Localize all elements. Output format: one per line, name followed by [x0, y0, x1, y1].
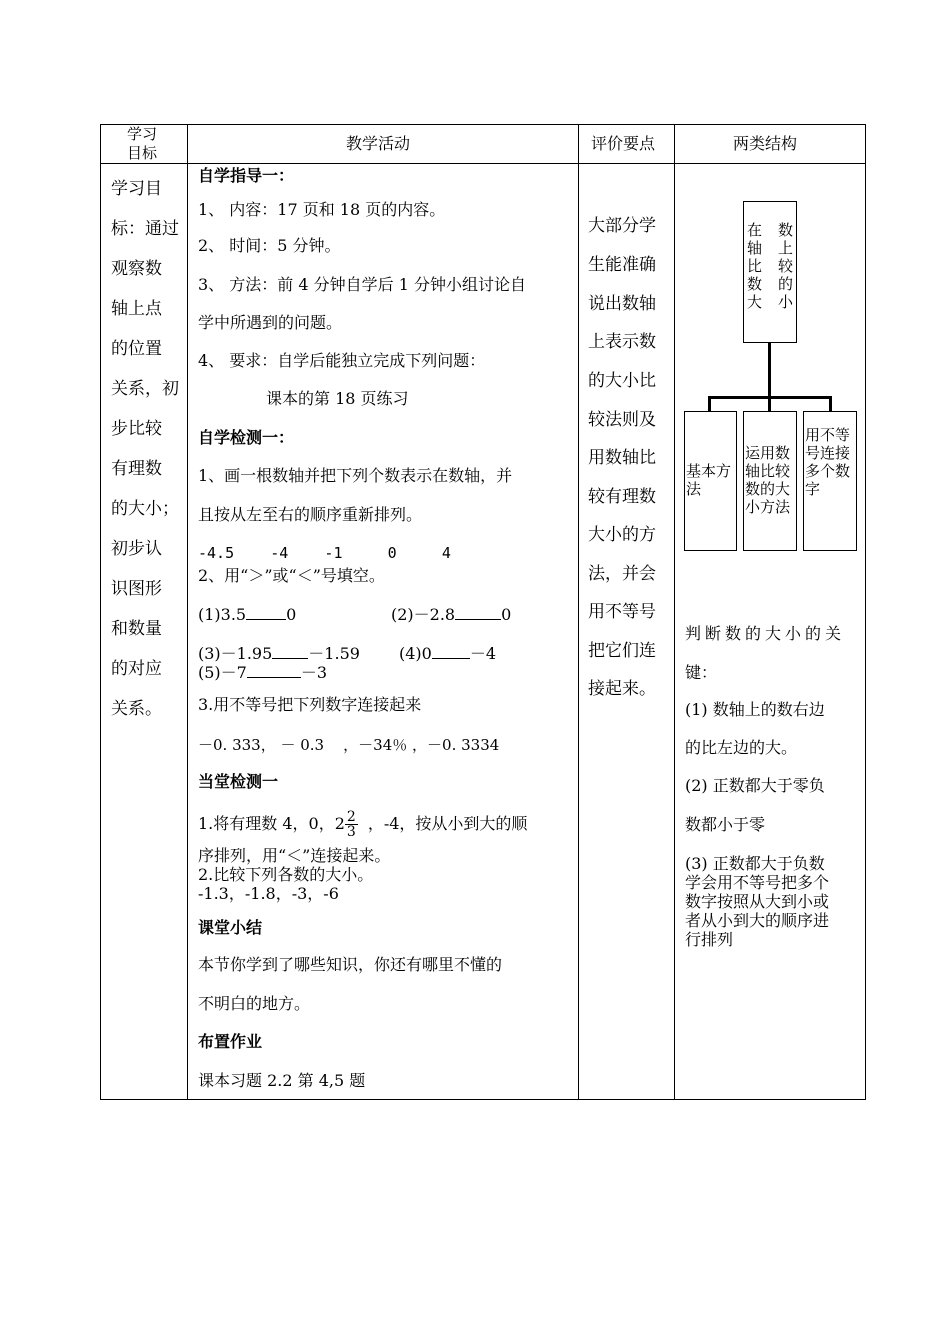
- goal-line: 步比较: [111, 419, 162, 439]
- evaluation-line: 接起来。: [588, 679, 656, 699]
- check-title: 自学检测一：: [198, 428, 295, 447]
- key-line: 数字按照从大到小或: [685, 892, 830, 911]
- method-box-inequality: [803, 411, 857, 551]
- fill-item-3: [198, 644, 360, 664]
- top-box-char: 上: [778, 239, 794, 257]
- table-header-divider: [100, 163, 866, 164]
- connector-drop-mid: [768, 396, 771, 412]
- fraction: [345, 810, 358, 839]
- top-box-col-right: [778, 221, 796, 311]
- summary-line: 不明白的地方。: [198, 994, 311, 1013]
- summary-title: 课堂小结: [198, 918, 263, 937]
- connector-drop-left: [708, 396, 711, 412]
- fill-blank: [272, 644, 308, 659]
- box-line: 运用数: [745, 444, 791, 462]
- evaluation-line: 大部分学: [588, 216, 656, 236]
- fill-item-2: [391, 605, 511, 625]
- top-box-col-left: [747, 221, 765, 311]
- key-line: 数都小于零: [685, 815, 766, 834]
- header-structure: 两类结构: [733, 134, 798, 153]
- check-q2: 2、用“＞”或“＜”号填空。: [198, 566, 385, 585]
- key-line: 学会用不等号把多个: [685, 873, 830, 892]
- evaluation-line: 用数轴比: [588, 448, 656, 468]
- box-line: 字: [805, 480, 821, 498]
- guide-item: 1、 内容：17 页和 18 页的内容。: [198, 200, 446, 219]
- fill-blank: [432, 644, 470, 659]
- fill-blank: [246, 605, 286, 620]
- goal-line: 的对应: [111, 659, 162, 679]
- top-box-char: 数: [778, 221, 794, 239]
- class-q1-pre: 1.将有理数 4，0，: [198, 814, 335, 833]
- fill-item-4: [399, 644, 496, 664]
- top-box-char: 较: [778, 257, 794, 275]
- fill-value: 0: [286, 605, 297, 624]
- guide-item: 3、 方法：前 4 分钟自学后 1 分钟小组讨论自: [198, 275, 526, 294]
- header-activity: 教学活动: [346, 134, 411, 153]
- fill-item-5: [198, 663, 327, 683]
- key-line: 判断数的大小的关: [685, 624, 846, 643]
- fill-label: (2)－2.8: [391, 605, 456, 624]
- key-line: (3) 正数都大于负数: [685, 854, 825, 873]
- table-border-left: [100, 124, 101, 1100]
- key-line: 的比左边的大。: [685, 738, 798, 757]
- evaluation-line: 较法则及: [588, 410, 656, 430]
- table-border-right: [865, 124, 866, 1100]
- goal-line: 观察数: [111, 259, 162, 279]
- homework-title: 布置作业: [198, 1032, 263, 1051]
- method-box-number-line: [743, 411, 797, 551]
- fill-value: －3: [300, 663, 328, 682]
- top-box-char: 的: [778, 275, 794, 293]
- key-line: 键：: [685, 663, 718, 682]
- check-q3: 3.用不等号把下列数字连接起来: [198, 695, 422, 714]
- key-line: 行排列: [685, 930, 734, 949]
- header-goal-line1: 学习: [127, 125, 158, 143]
- fill-value: －4: [469, 644, 497, 663]
- fill-value: －1.59: [308, 644, 360, 663]
- guide-item: 2、 时间：5 分钟。: [198, 236, 341, 255]
- fraction-numerator: 2: [346, 809, 356, 825]
- header-goal-line2: 目标: [127, 144, 158, 162]
- class-check-title: 当堂检测一: [198, 772, 279, 791]
- top-box-char: 比: [747, 257, 763, 275]
- goal-line: 关系。: [111, 699, 162, 719]
- evaluation-line: 的大小比: [588, 371, 656, 391]
- evaluation-line: 上表示数: [588, 332, 656, 352]
- class-q1-post: ，-4，按从小到大的顺: [367, 814, 528, 833]
- mixed-whole: 2: [334, 814, 345, 833]
- fill-label: (5)－7: [198, 663, 247, 682]
- goal-line: 的大小；: [111, 499, 179, 519]
- check-q1-line2: 且按从左至右的顺序重新排列。: [198, 505, 423, 524]
- fill-label: (3)－1.95: [198, 644, 273, 663]
- goal-line: 的位置: [111, 339, 162, 359]
- goal-line: 学习目: [111, 179, 162, 199]
- table-border-top: [100, 124, 866, 125]
- guide-item: 课本的第 18 页练习: [266, 389, 409, 408]
- key-line: (2) 正数都大于零负: [685, 776, 825, 795]
- goal-line: 标：通过: [111, 219, 179, 239]
- box-line: 小方法: [745, 498, 791, 516]
- col-divider-1: [187, 124, 188, 1100]
- method-box-basic: [684, 411, 737, 551]
- top-box-char: 大: [747, 293, 763, 311]
- col-divider-3: [674, 124, 675, 1100]
- fill-value: 0: [501, 605, 512, 624]
- table-border-bottom: [100, 1099, 866, 1100]
- goal-line: 和数量: [111, 619, 162, 639]
- top-box-char: 数: [747, 275, 763, 293]
- fill-label: (4)0: [399, 644, 432, 663]
- box-line: 用不等: [805, 426, 851, 444]
- key-line: 者从小到大的顺序进: [685, 911, 830, 930]
- evaluation-line: 法，并会: [588, 564, 656, 584]
- evaluation-line: 用不等号: [588, 602, 656, 622]
- guide-item: 学中所遇到的问题。: [198, 313, 343, 332]
- goal-line: 识图形: [111, 579, 162, 599]
- box-line: 基本方: [686, 462, 732, 480]
- header-evaluation: 评价要点: [591, 134, 656, 153]
- fill-label: (1)3.5: [198, 605, 247, 624]
- top-box-char: 轴: [747, 239, 763, 257]
- evaluation-line: 大小的方: [588, 525, 656, 545]
- top-box-char: 小: [778, 293, 794, 311]
- fill-blank: [455, 605, 501, 620]
- evaluation-line: 说出数轴: [588, 294, 656, 314]
- guide-item: 4、 要求：自学后能独立完成下列问题：: [198, 351, 486, 370]
- summary-line: 本节你学到了哪些知识，你还有哪里不懂的: [198, 955, 503, 974]
- box-line: 多个数: [805, 462, 851, 480]
- connector-drop-right: [829, 396, 832, 412]
- goal-line: 轴上点: [111, 299, 162, 319]
- fill-item-1: [198, 605, 296, 625]
- col-divider-2: [578, 124, 579, 1100]
- box-line: 轴比较: [745, 462, 791, 480]
- class-q2-numbers: -1.3，-1.8，-3，-6: [198, 884, 339, 903]
- box-line: 数的大: [745, 480, 791, 498]
- check-q3-numbers: －0. 333， － 0.3 ，－34％ ，－0. 3334: [198, 736, 500, 754]
- connector-vertical: [768, 343, 771, 398]
- homework-text: 课本习题 2.2 第 4,5 题: [198, 1071, 366, 1090]
- goal-line: 有理数: [111, 459, 162, 479]
- class-q2: 2.比较下列各数的大小。: [198, 865, 374, 884]
- guide-title: 自学指导一：: [198, 166, 295, 185]
- fill-blank: [247, 663, 301, 678]
- class-q1-line1: [198, 806, 527, 842]
- class-q1-line2: 序排列，用“＜”连接起来。: [198, 846, 391, 865]
- key-line: (1) 数轴上的数右边: [685, 700, 825, 719]
- evaluation-line: 较有理数: [588, 487, 656, 507]
- check-q1-line1: 1、画一根数轴并把下列个数表示在数轴，并: [198, 466, 513, 485]
- goal-line: 关系，初: [111, 379, 179, 399]
- box-line: 法: [686, 480, 702, 498]
- check-numbers: -4.5 -4 -1 0 4: [198, 544, 451, 562]
- box-line: 号连接: [805, 444, 851, 462]
- evaluation-line: 把它们连: [588, 641, 656, 661]
- evaluation-line: 生能准确: [588, 255, 656, 275]
- top-concept-box: [743, 201, 797, 343]
- goal-line: 初步认: [111, 539, 162, 559]
- top-box-char: 在: [747, 221, 763, 239]
- fraction-denominator: 3: [346, 824, 356, 840]
